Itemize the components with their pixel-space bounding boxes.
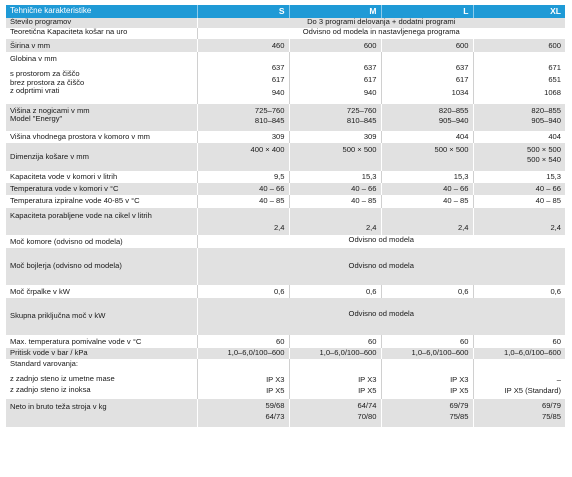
row-protection [6, 359, 565, 399]
value-s: 59/68 [265, 400, 285, 410]
row-rinse-consumption [6, 208, 565, 235]
row-sublabel: Model "Energy" [10, 114, 63, 124]
row-label: Standard varovanja: [10, 358, 78, 368]
row-span-value: Odvisno od modela in nastavljenega programa [197, 28, 565, 39]
value-s: IP X3 [266, 374, 285, 384]
col-l-header: L [381, 5, 473, 18]
value-s: 309 [197, 131, 289, 143]
value-l: IP X5 [450, 386, 469, 396]
value-xl: – [556, 374, 561, 384]
value-s: 64/73 [265, 412, 285, 422]
value-s: 637 [271, 62, 285, 72]
col-xl-header: XL [473, 5, 565, 18]
row-sublabel: z zadnjo steno iz umetne mase [10, 374, 115, 384]
value-l: 500 × 500 [434, 144, 469, 154]
value-l: 1034 [451, 87, 469, 97]
row-sublabel: z odprtimi vrati [10, 86, 60, 96]
value-m: 70/80 [357, 412, 377, 422]
value-m: 40 – 85 [289, 195, 381, 208]
row-label: Moč črpalke v kW [10, 286, 70, 296]
value-xl: 40 – 66 [473, 183, 565, 195]
row-weight [6, 399, 565, 427]
value-m: 500 × 500 [342, 144, 377, 154]
value-l: 69/79 [449, 400, 469, 410]
row-label: Kapaciteta porabljene vode na cikel v litrih [10, 210, 152, 220]
row-label: Višina vhodnega prostora v komoro v mm [10, 131, 150, 141]
value-m: 617 [363, 75, 377, 85]
value-m: 940 [363, 87, 377, 97]
row-span-value: Odvisno od modela [197, 298, 565, 335]
row-label: Temperatura izpiralne vode 40-85 v °C [10, 195, 140, 205]
value-l: 2,4 [381, 208, 473, 235]
value-m: 1,0–6,0/100–600 [289, 348, 381, 359]
value-l: 0,6 [381, 285, 473, 298]
row-span-value: Odvisno od modela [197, 248, 565, 285]
value-xl: 671 [548, 62, 561, 72]
value-s: 40 – 85 [197, 195, 289, 208]
value-m: 309 [289, 131, 381, 143]
row-label: Število programov [10, 17, 72, 26]
value-l: 40 – 85 [381, 195, 473, 208]
value-m: 64/74 [357, 400, 377, 410]
value-l: 905–940 [438, 116, 469, 126]
row-boiler-power [6, 248, 565, 285]
value-s: 1,0–6,0/100–600 [197, 348, 289, 359]
value-s: 60 [197, 335, 289, 348]
row-label: Moč bojlerja (odvisno od modela) [10, 260, 122, 270]
row-temp-rinse [6, 195, 565, 208]
value-s: 2,4 [197, 208, 289, 235]
value-s: 810–845 [254, 116, 285, 126]
row-label: Max. temperatura pomivalne vode v °C [10, 336, 142, 346]
value-xl: 60 [473, 335, 565, 348]
value-m: IP X3 [358, 374, 377, 384]
value-xl: 651 [548, 75, 561, 85]
value-xl: 600 [473, 39, 565, 52]
col-m-header: M [289, 5, 381, 18]
header-label: Tehnične karakteristike [10, 6, 92, 15]
value-m: 0,6 [289, 285, 381, 298]
value-m: 725–760 [346, 105, 377, 115]
col-s-header: S [197, 5, 289, 18]
value-m: IP X5 [358, 386, 377, 396]
value-s: 9,5 [197, 171, 289, 183]
value-m: 637 [363, 62, 377, 72]
row-label: Višina z nogicami v mm [10, 105, 90, 115]
value-s: 940 [271, 87, 285, 97]
row-basket [6, 143, 565, 171]
row-sublabel: brez prostora za čiščo [10, 77, 85, 87]
row-chamber-power [6, 235, 565, 248]
row-label: Pritisk vode v bar / kPa [10, 347, 88, 357]
row-pressure [6, 348, 565, 359]
value-s: 617 [271, 75, 285, 85]
row-label: Širina v mm [10, 40, 51, 50]
row-span-value: Do 3 programi delovanja + dodatni programi [197, 18, 565, 28]
value-xl: 500 × 540 [527, 155, 561, 165]
value-xl: 69/79 [541, 400, 561, 410]
value-m: 40 – 66 [289, 183, 381, 195]
row-capacity [6, 28, 565, 39]
value-s: 40 – 66 [197, 183, 289, 195]
spec-table [6, 5, 565, 427]
value-s: 725–760 [254, 105, 285, 115]
row-height [6, 104, 565, 131]
row-label: Skupna priključna moč v kW [10, 310, 106, 320]
row-max-temp [6, 335, 565, 348]
value-xl: 1,0–6,0/100–600 [473, 348, 565, 359]
value-m: 60 [289, 335, 381, 348]
value-l: 617 [455, 75, 469, 85]
value-l: 600 [381, 39, 473, 52]
value-xl: 2,4 [473, 208, 565, 235]
row-chamber-height [6, 131, 565, 143]
value-s: 0,6 [197, 285, 289, 298]
row-tank [6, 171, 565, 183]
row-label: Moč komore (odvisno od modela) [10, 236, 123, 246]
value-xl: 15,3 [473, 171, 565, 183]
value-xl: 40 – 85 [473, 195, 565, 208]
row-pump-power [6, 285, 565, 298]
value-l: IP X3 [450, 374, 469, 384]
row-programs [6, 18, 565, 28]
row-sublabel: s prostorom za čiščo [10, 69, 80, 79]
value-xl: 820–855 [531, 105, 561, 115]
value-xl: 1068 [544, 87, 561, 97]
row-label: Dimenzija košare v mm [10, 151, 89, 161]
value-l: 404 [381, 131, 473, 143]
row-temp-chamber [6, 183, 565, 195]
value-l: 820–855 [438, 105, 469, 115]
row-depth [6, 52, 565, 104]
value-m: 810–845 [346, 116, 377, 126]
row-total-power [6, 298, 565, 335]
value-l: 60 [381, 335, 473, 348]
row-width [6, 39, 565, 52]
value-l: 1,0–6,0/100–600 [381, 348, 473, 359]
value-xl: 404 [473, 131, 565, 143]
value-m: 15,3 [289, 171, 381, 183]
value-l: 637 [455, 62, 469, 72]
value-s: IP X5 [266, 386, 285, 396]
row-label: Temperatura vode v komori v °C [10, 183, 119, 193]
header-row [6, 5, 565, 18]
value-xl: 905–940 [531, 116, 561, 126]
value-m: 2,4 [289, 208, 381, 235]
value-xl: 0,6 [473, 285, 565, 298]
value-s: 460 [197, 39, 289, 52]
value-l: 15,3 [381, 171, 473, 183]
row-label: Globina v mm [10, 53, 57, 63]
row-label: Neto in bruto teža stroja v kg [10, 401, 107, 411]
row-sublabel: z zadnjo steno iz inoksa [10, 384, 91, 394]
row-span-value: Odvisno od modela [197, 235, 565, 248]
value-xl: 75/85 [541, 412, 561, 422]
row-label: Kapaciteta vode v komori v litrih [10, 171, 118, 181]
value-m: 600 [289, 39, 381, 52]
value-xl: 500 × 500 [527, 144, 561, 154]
value-l: 75/85 [449, 412, 469, 422]
row-label: Teoretična Kapaciteta košar na uro [10, 27, 128, 36]
value-s: 400 × 400 [250, 144, 285, 154]
value-xl: IP X5 (Standard) [504, 386, 561, 396]
value-l: 40 – 66 [381, 183, 473, 195]
